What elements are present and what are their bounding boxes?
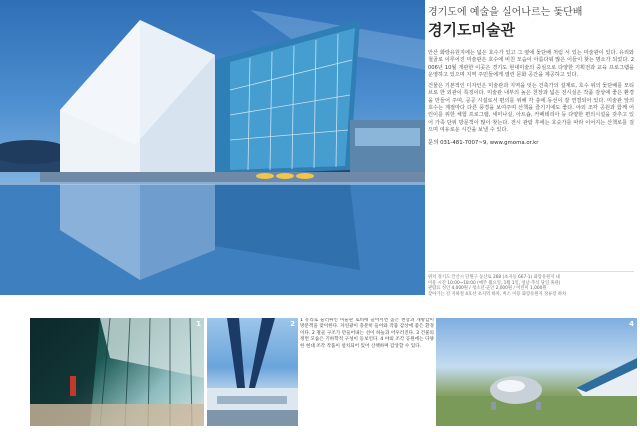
article-paragraph: 건물은 기본적인 디자인은 미술관과 지역을 잇는 건축가의 설계로, 호수 위의 돛단배를 모티브로 한 외관이 특징이다. 미술관 내부의 높은 천장과 넓은 전시실은 작품 감상에 좋은 환경을 만들어 주며, 공공 시설로서 편의를 위해 각 층에 동선이 잘 연결되어 있다. 미술관 앞의 호수는 계절마다 다른 풍경을 보여주며 산책을 즐기기에도 좋다. 야외 조각 공원과 함께 어린이를 위한 체험 프로그램, 세미나실, 아트숍, 카페테리아 등 다양한 편의시설을 갖추고 있어 가족 단위 방문객이 많이 찾는다. 전시 관람 후에는 호숫가를 따라 이어지는 산책로를 걸으며 여유로운 시간을 보낼 수 있다. [428,83,634,133]
museum-main-photo [0,0,425,295]
bridge-photo [207,318,298,426]
photo-number: 1 [196,320,201,328]
sculpture-illustration [436,318,637,426]
photo-number: 4 [629,320,634,328]
photo-captions [300,318,434,426]
bridge-illustration [207,318,298,426]
article-text-column [428,6,634,296]
caption-text: 1 유리로 둘러싸인 미술관 로비에 들어서면 높은 천장과 개방감이 방문객을 맞이한다. 자연광이 충분히 들어와 작품 감상에 좋은 환경이다. 2 철골 구조가 만들어내는 선이 하늘과 어우러진다. 3 건물의 정면 모습은 기하학적 구성이 돋보인다. 4 야외 조각 공원에는 다양한 현대 조각 작품이 설치되어 있어 산책하며 감상할 수 있다. [300,318,434,349]
article-kicker: 경기도에 예술을 실어나르는 돛단배 [428,7,583,18]
info-line: 위치 경기도 안산시 단원구 동산로 268 (초지동 667-1) 화랑유원지 내 [428,275,560,280]
sculpture-photo [436,318,637,426]
visitor-info [428,271,634,303]
lobby-photo [30,318,204,426]
article-paragraph: 안산 화랑유원지에는 넓은 호수가 있고 그 옆에 돛단배 처럼 서 있는 미술관이 있다. 유리와 철골로 이루어진 미술관은 호수에 비친 모습이 아름다워 많은 이들이 찾는 명소가 되었다. 2006년 10월 개관한 이곳은 경기도 현대미술의 중심으로 다양한 기획전과 교육 프로그램을 운영하고 있으며 지역 주민들에게 열린 문화 공간을 제공하고 있다. [428,50,634,78]
contact-line: 문의 031-481-7007~9, www.gmoma.or.kr [428,140,539,147]
lobby-illustration [30,318,204,426]
info-line: 찾아가는 길 지하철 4호선 초지역 하차, 버스 이용 화랑유원지 정류장 하차 [428,291,567,297]
article-title: 경기도미술관 [428,21,515,39]
museum-illustration [0,0,425,295]
photo-number: 2 [290,320,295,328]
info-line: 이용 시간 10:00~18:00 (매주 월요일, 1월 1일, 설날·추석 당일 휴관) [428,280,561,286]
info-line: 관람료 성인 4,000원 / 청소년·군인 2,000원 / 어린이 1,000원 [428,286,547,292]
